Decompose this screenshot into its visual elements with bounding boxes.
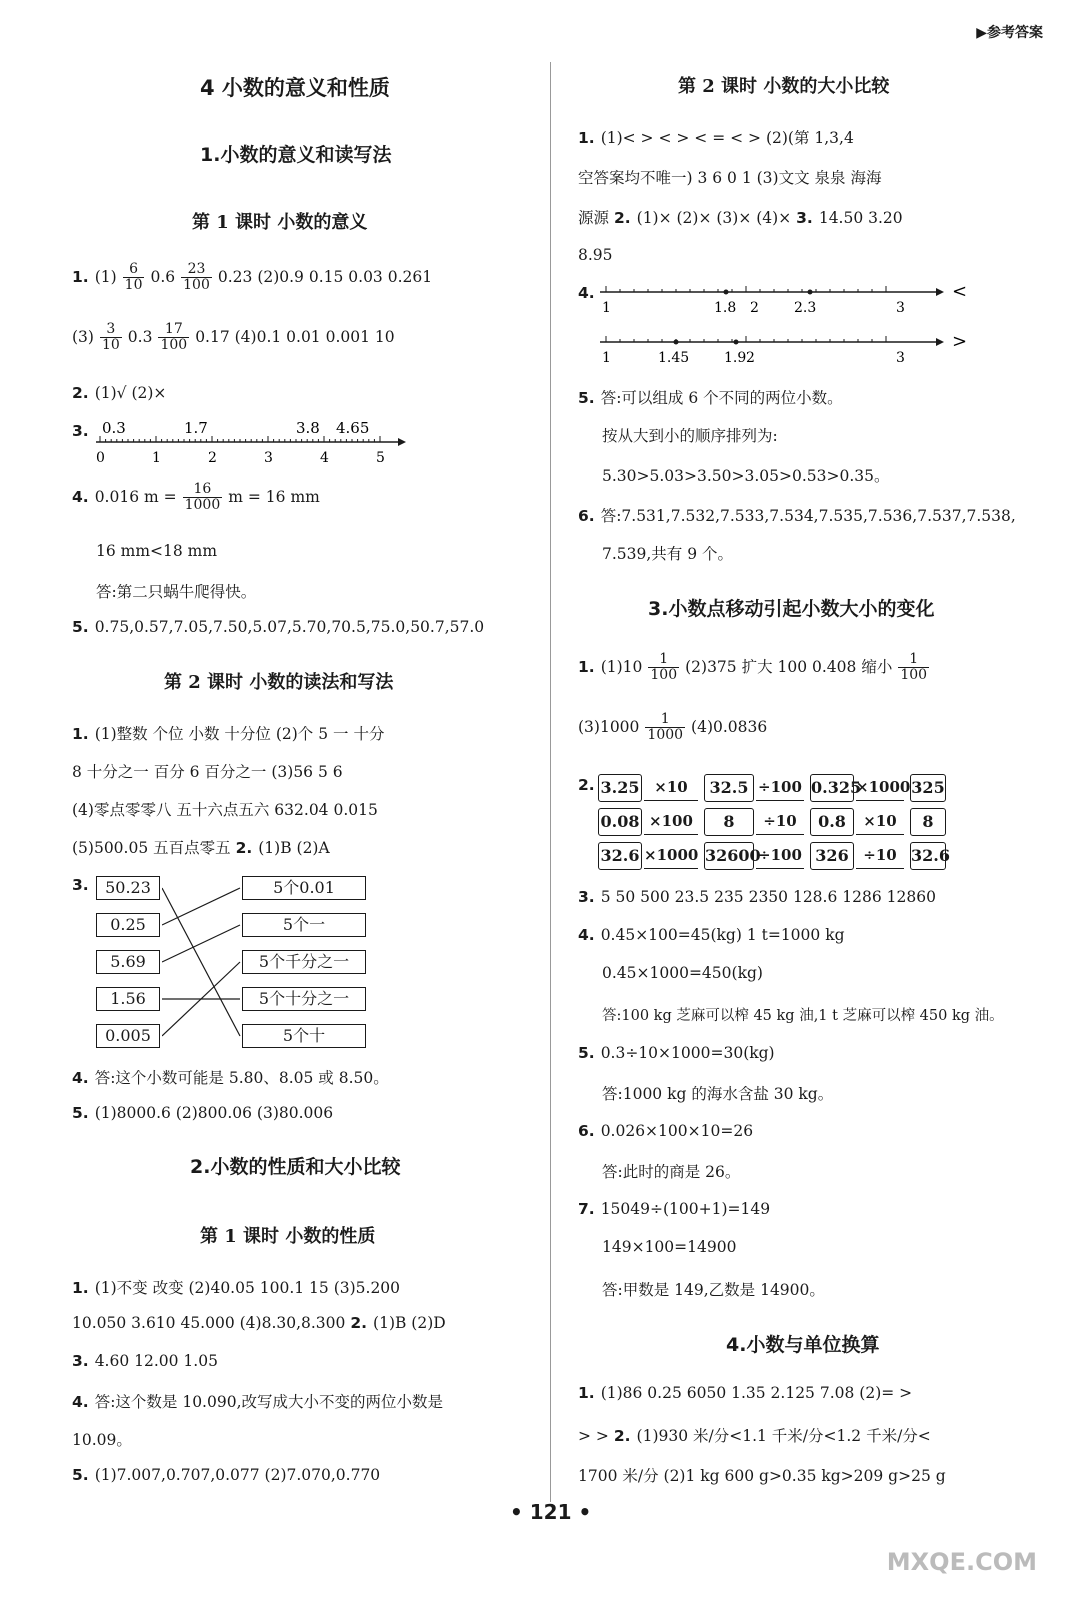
- s3-q4-line-c: 答:100 kg 芝麻可以榨 45 kg 油,1 t 芝麻可以榨 450 kg 油。: [602, 1008, 1004, 1024]
- l1-q1-line-a: 1. (1) $\frac{6}{10}$ 0.6 $\frac{23}{100}$ 0.23 (2)0.9 0.15 0.03 0.261: [72, 261, 433, 294]
- nl-tick-label: 3: [264, 450, 273, 466]
- lesson-title-3: 第 1 课时 小数的性质: [200, 1226, 376, 1247]
- nl-label: 3.8: [296, 419, 320, 437]
- fraction: $\frac{3}{10}$: [101, 321, 120, 354]
- match-left: 5.69: [96, 950, 160, 974]
- s4-q2-line-b: 1700 米/分 (2)1 kg 600 g>0.35 kg>209 g>25 g: [578, 1467, 946, 1485]
- fraction: $\frac{23}{100}$: [183, 261, 210, 294]
- lesson-title-4: 第 2 课时 小数的大小比较: [678, 76, 890, 97]
- nl-label: 1.7: [184, 419, 208, 437]
- grid-value: 8: [910, 808, 946, 836]
- section-title-3: 3.小数点移动引起小数大小的变化: [648, 598, 935, 620]
- nl-tick-label: 2: [208, 450, 217, 466]
- l1-q4-line-a: 4. 0.016 m = $\frac{16}{1000}$ m = 16 mm: [72, 481, 320, 514]
- match-left: 50.23: [96, 876, 160, 900]
- nl1-label: 2: [750, 300, 759, 316]
- l2-q1-line-a: 1. (1)整数 个位 小数 十分位 (2)个 5 一 十分: [72, 725, 385, 743]
- l1-q4-line-b: 16 mm<18 mm: [96, 542, 218, 560]
- match-right: 5个十分之一: [242, 987, 366, 1011]
- s3-q7-line-a: 7. 15049÷(100+1)=149: [578, 1200, 771, 1218]
- s3-q7-line-c: 答:甲数是 149,乙数是 14900。: [602, 1281, 825, 1299]
- match-right: 5个一: [242, 913, 366, 937]
- s3-q2-label: 2.: [578, 776, 595, 794]
- l2-q1-line-c: (4)零点零零八 五十六点五六 632.04 0.015: [72, 801, 378, 819]
- grid-operation: ÷100: [756, 842, 804, 869]
- l1-q4-line-c: 答:第二只蜗牛爬得快。: [96, 583, 257, 601]
- match-right: 5个0.01: [242, 876, 366, 900]
- s3-q3: 3. 5 50 500 23.5 235 2350 128.6 1286 12860: [578, 888, 936, 906]
- fraction: $\frac{1}{100}$: [900, 651, 928, 684]
- fraction: $\frac{6}{10}$: [124, 261, 143, 294]
- fraction: $\frac{16}{1000}$: [184, 481, 221, 514]
- r-q1-line-c: 源源 2. (1)× (2)× (3)× (4)× 3. 14.50 3.20: [578, 209, 903, 227]
- match-right: 5个千分之一: [242, 950, 366, 974]
- nl-label: 4.65: [336, 419, 370, 437]
- s3-q5-line-b: 答:1000 kg 的海水含盐 30 kg。: [602, 1085, 834, 1103]
- r-q6-line-b: 7.539,共有 9 个。: [602, 545, 734, 563]
- matching-lines: [162, 876, 242, 1052]
- l3-q3: 3. 4.60 12.00 1.05: [72, 1352, 218, 1370]
- lesson-title-2: 第 2 课时 小数的读法和写法: [164, 672, 394, 693]
- grid-operation: ÷10: [756, 808, 804, 835]
- column-divider: [550, 62, 551, 1502]
- nl1-label: 1.8: [714, 300, 737, 316]
- grid-operation: ÷100: [756, 774, 804, 801]
- nl-tick-label: 4: [320, 450, 329, 466]
- l2-q3-label: 3.: [72, 876, 89, 894]
- grid-value: 32.5: [704, 774, 754, 802]
- s3-q4-line-b: 0.45×1000=450(kg): [602, 964, 763, 982]
- number-lines-1-3: [596, 280, 976, 368]
- l1-q3-label: 3.: [72, 422, 89, 440]
- match-right: 5个十: [242, 1024, 366, 1048]
- grid-value: 0.8: [810, 808, 854, 836]
- grid-value: 32.6: [910, 842, 946, 870]
- grid-value: 0.08: [598, 808, 642, 836]
- r-q5-line-b: 按从大到小的顺序排列为:: [602, 427, 778, 445]
- section-title-1: 1.小数的意义和读写法: [200, 144, 392, 166]
- l1-q5: 5. 0.75,0.57,7.05,7.50,5.07,5.70,70.5,75.0,50.7,57.0: [72, 618, 485, 636]
- nl2-label: 2: [746, 350, 755, 366]
- grid-operation: ×1000: [644, 842, 698, 869]
- s3-q1-line-a: 1. (1)10 $\frac{1}{100}$ (2)375 扩大 100 0.408 缩小 $\frac{1}{100}$: [578, 651, 928, 684]
- answer-key-header: ▶参考答案: [976, 25, 1043, 41]
- grid-value: 8: [704, 808, 754, 836]
- r-q4-label: 4.: [578, 284, 595, 302]
- l1-q2: 2. (1)√ (2)×: [72, 384, 167, 402]
- l3-q4-line-a: 4. 答:这个数是 10.090,改写成大小不变的两位小数是: [72, 1393, 443, 1411]
- s3-q5-line-a: 5. 0.3÷10×1000=30(kg): [578, 1044, 775, 1062]
- grid-value: 0.325: [810, 774, 854, 802]
- nl-tick-label: 5: [376, 450, 385, 466]
- section-title-4: 4.小数与单位换算: [726, 1334, 880, 1356]
- question-number: 1.: [72, 267, 89, 286]
- s3-q7-line-b: 149×100=14900: [602, 1238, 737, 1256]
- fraction: $\frac{17}{100}$: [160, 321, 188, 354]
- nl1-label: 1: [602, 300, 611, 316]
- s3-q6-line-b: 答:此时的商是 26。: [602, 1163, 741, 1181]
- page-number: • 121 •: [510, 1500, 592, 1524]
- l2-q1-line-b: 8 十分之一 百分 6 百分之一 (3)56 5 6: [72, 763, 343, 781]
- s4-q1: 1. (1)86 0.25 6050 1.35 2.125 7.08 (2)= >: [578, 1384, 913, 1402]
- nl2-label: 1.9: [724, 350, 747, 366]
- s3-q4-line-a: 4. 0.45×100=45(kg) 1 t=1000 kg: [578, 926, 845, 944]
- number-line-0-5: [92, 418, 412, 468]
- comparison-sign: >: [952, 331, 968, 352]
- nl1-label: 2.3: [794, 300, 817, 316]
- chapter-title: 4 小数的意义和性质: [200, 76, 390, 100]
- match-left: 1.56: [96, 987, 160, 1011]
- s3-q1-line-b: (3)1000 $\frac{1}{1000}$ (4)0.0836: [578, 711, 768, 744]
- r-q3-line-b: 8.95: [578, 246, 613, 264]
- nl2-label: 1.45: [658, 350, 690, 366]
- r-q1-line-b: 空答案均不唯一) 3 6 0 1 (3)文文 泉泉 海海: [578, 169, 882, 187]
- s4-q1-q2: > > 2. (1)930 米/分<1.1 千米/分<1.2 千米/分<: [578, 1427, 931, 1445]
- grid-operation: ×10: [856, 808, 904, 835]
- grid-value: 325: [910, 774, 946, 802]
- l2-q1-line-d: (5)500.05 五百点零五 2. (1)B (2)A: [72, 839, 330, 857]
- grid-operation: ×100: [644, 808, 698, 835]
- grid-value: 326: [810, 842, 854, 870]
- grid-operation: ×1000: [856, 774, 904, 801]
- s3-q6-line-a: 6. 0.026×100×10=26: [578, 1122, 754, 1140]
- r-q1-line-a: 1. (1)< > < > < = < > (2)(第 1,3,4: [578, 129, 854, 147]
- grid-value: 32.6: [598, 842, 642, 870]
- r-q6-line-a: 6. 答:7.531,7.532,7.533,7.534,7.535,7.536,7.537,7.538,: [578, 507, 1016, 525]
- nl2-label: 3: [896, 350, 905, 366]
- l3-q1-line-a: 1. (1)不变 改变 (2)40.05 100.1 15 (3)5.200: [72, 1279, 401, 1297]
- l2-q4: 4. 答:这个小数可能是 5.80、8.05 或 8.50。: [72, 1069, 389, 1087]
- fraction: $\frac{1}{100}$: [650, 651, 678, 684]
- match-left: 0.005: [96, 1024, 160, 1048]
- watermark: MXQE.COM: [886, 1548, 1037, 1576]
- nl2-label: 1: [602, 350, 611, 366]
- l3-q4-line-b: 10.09。: [72, 1431, 132, 1449]
- l1-q1-line-b: (3) $\frac{3}{10}$ 0.3 $\frac{17}{100}$ 0.17 (4)0.1 0.01 0.001 10: [72, 321, 395, 354]
- l2-q5: 5. (1)8000.6 (2)800.06 (3)80.006: [72, 1104, 334, 1122]
- grid-operation: ÷10: [856, 842, 904, 869]
- r-q5-line-a: 5. 答:可以组成 6 个不同的两位小数。: [578, 389, 843, 407]
- nl1-label: 3: [896, 300, 905, 316]
- section-title-2: 2.小数的性质和大小比较: [190, 1156, 401, 1178]
- nl-label: 0.3: [102, 419, 126, 437]
- comparison-sign: <: [952, 281, 968, 302]
- grid-value: 32600: [704, 842, 754, 870]
- nl-tick-label: 0: [96, 450, 105, 466]
- l3-q1-line-b: 10.050 3.610 45.000 (4)8.30,8.300 2. (1)B (2)D: [72, 1314, 446, 1332]
- match-left: 0.25: [96, 913, 160, 937]
- grid-value: 3.25: [598, 774, 642, 802]
- r-q5-line-c: 5.30>5.03>3.50>3.05>0.53>0.35。: [602, 467, 890, 485]
- grid-operation: ×10: [644, 774, 698, 801]
- l3-q5: 5. (1)7.007,0.707,0.077 (2)7.070,0.770: [72, 1466, 381, 1484]
- lesson-title-1: 第 1 课时 小数的意义: [192, 212, 368, 233]
- nl-tick-label: 1: [152, 450, 161, 466]
- fraction: $\frac{1}{1000}$: [647, 711, 684, 744]
